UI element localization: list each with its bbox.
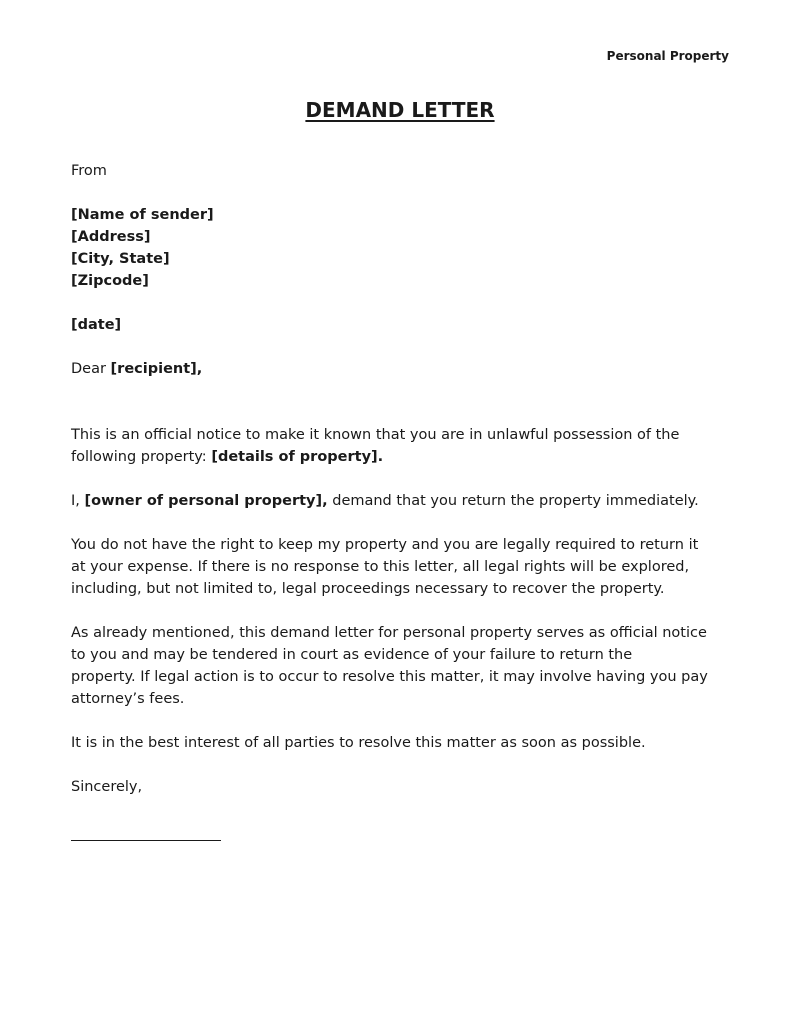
paragraph-5: It is in the best interest of all parties to resolve this matter as soon as possible. <box>71 735 646 751</box>
salutation <box>71 358 741 380</box>
paragraph-3-line-2: at your expense. If there is no response to this letter, all legal rights will be explored, <box>71 559 690 575</box>
salutation-recipient: [recipient], <box>110 361 203 377</box>
sender-name: [Name of sender] <box>71 207 214 223</box>
paragraph-3-line-1: You do not have the right to keep my property and you are legally required to return it <box>71 537 699 553</box>
letter-date: [date] <box>71 317 122 333</box>
from-label: From <box>71 163 107 179</box>
paragraph-2 <box>71 490 741 512</box>
property-details: [details of property]. <box>211 449 384 465</box>
p2-prefix: I, <box>71 493 85 509</box>
paragraph-2-line-1 <box>71 490 741 512</box>
paragraph-1 <box>71 424 741 468</box>
paragraph-3 <box>71 534 741 600</box>
sender-city-state: [City, State] <box>71 251 170 267</box>
signature-line <box>71 840 221 841</box>
header-tag: Personal Property <box>606 49 729 63</box>
paragraph-3-line-3: including, but not limited to, legal proceedings necessary to recover the property. <box>71 581 665 597</box>
sender-zipcode: [Zipcode] <box>71 273 149 289</box>
property-owner: [owner of personal property], <box>84 493 328 509</box>
paragraph-4-line-4: attorney’s fees. <box>71 691 185 707</box>
sender-address: [Address] <box>71 229 151 245</box>
paragraph-4-line-2: to you and may be tendered in court as evidence of your failure to return the <box>71 647 633 663</box>
document-title: DEMAND LETTER <box>305 98 495 122</box>
p2-suffix: demand that you return the property immediately. <box>327 493 699 509</box>
paragraph-4-line-3: property. If legal action is to occur to resolve this matter, it may involve having you pay <box>71 669 708 685</box>
sender-block <box>71 204 741 292</box>
paragraph-1-line-1: This is an official notice to make it known that you are in unlawful possession of the <box>71 427 680 443</box>
p1-prefix: following property: <box>71 449 212 465</box>
paragraph-1-line-2 <box>71 446 741 468</box>
paragraph-4 <box>71 622 741 710</box>
salutation-prefix: Dear <box>71 361 111 377</box>
closing: Sincerely, <box>71 779 143 795</box>
letter-body <box>71 160 741 798</box>
paragraph-4-line-1: As already mentioned, this demand letter for personal property serves as official notice <box>71 625 707 641</box>
